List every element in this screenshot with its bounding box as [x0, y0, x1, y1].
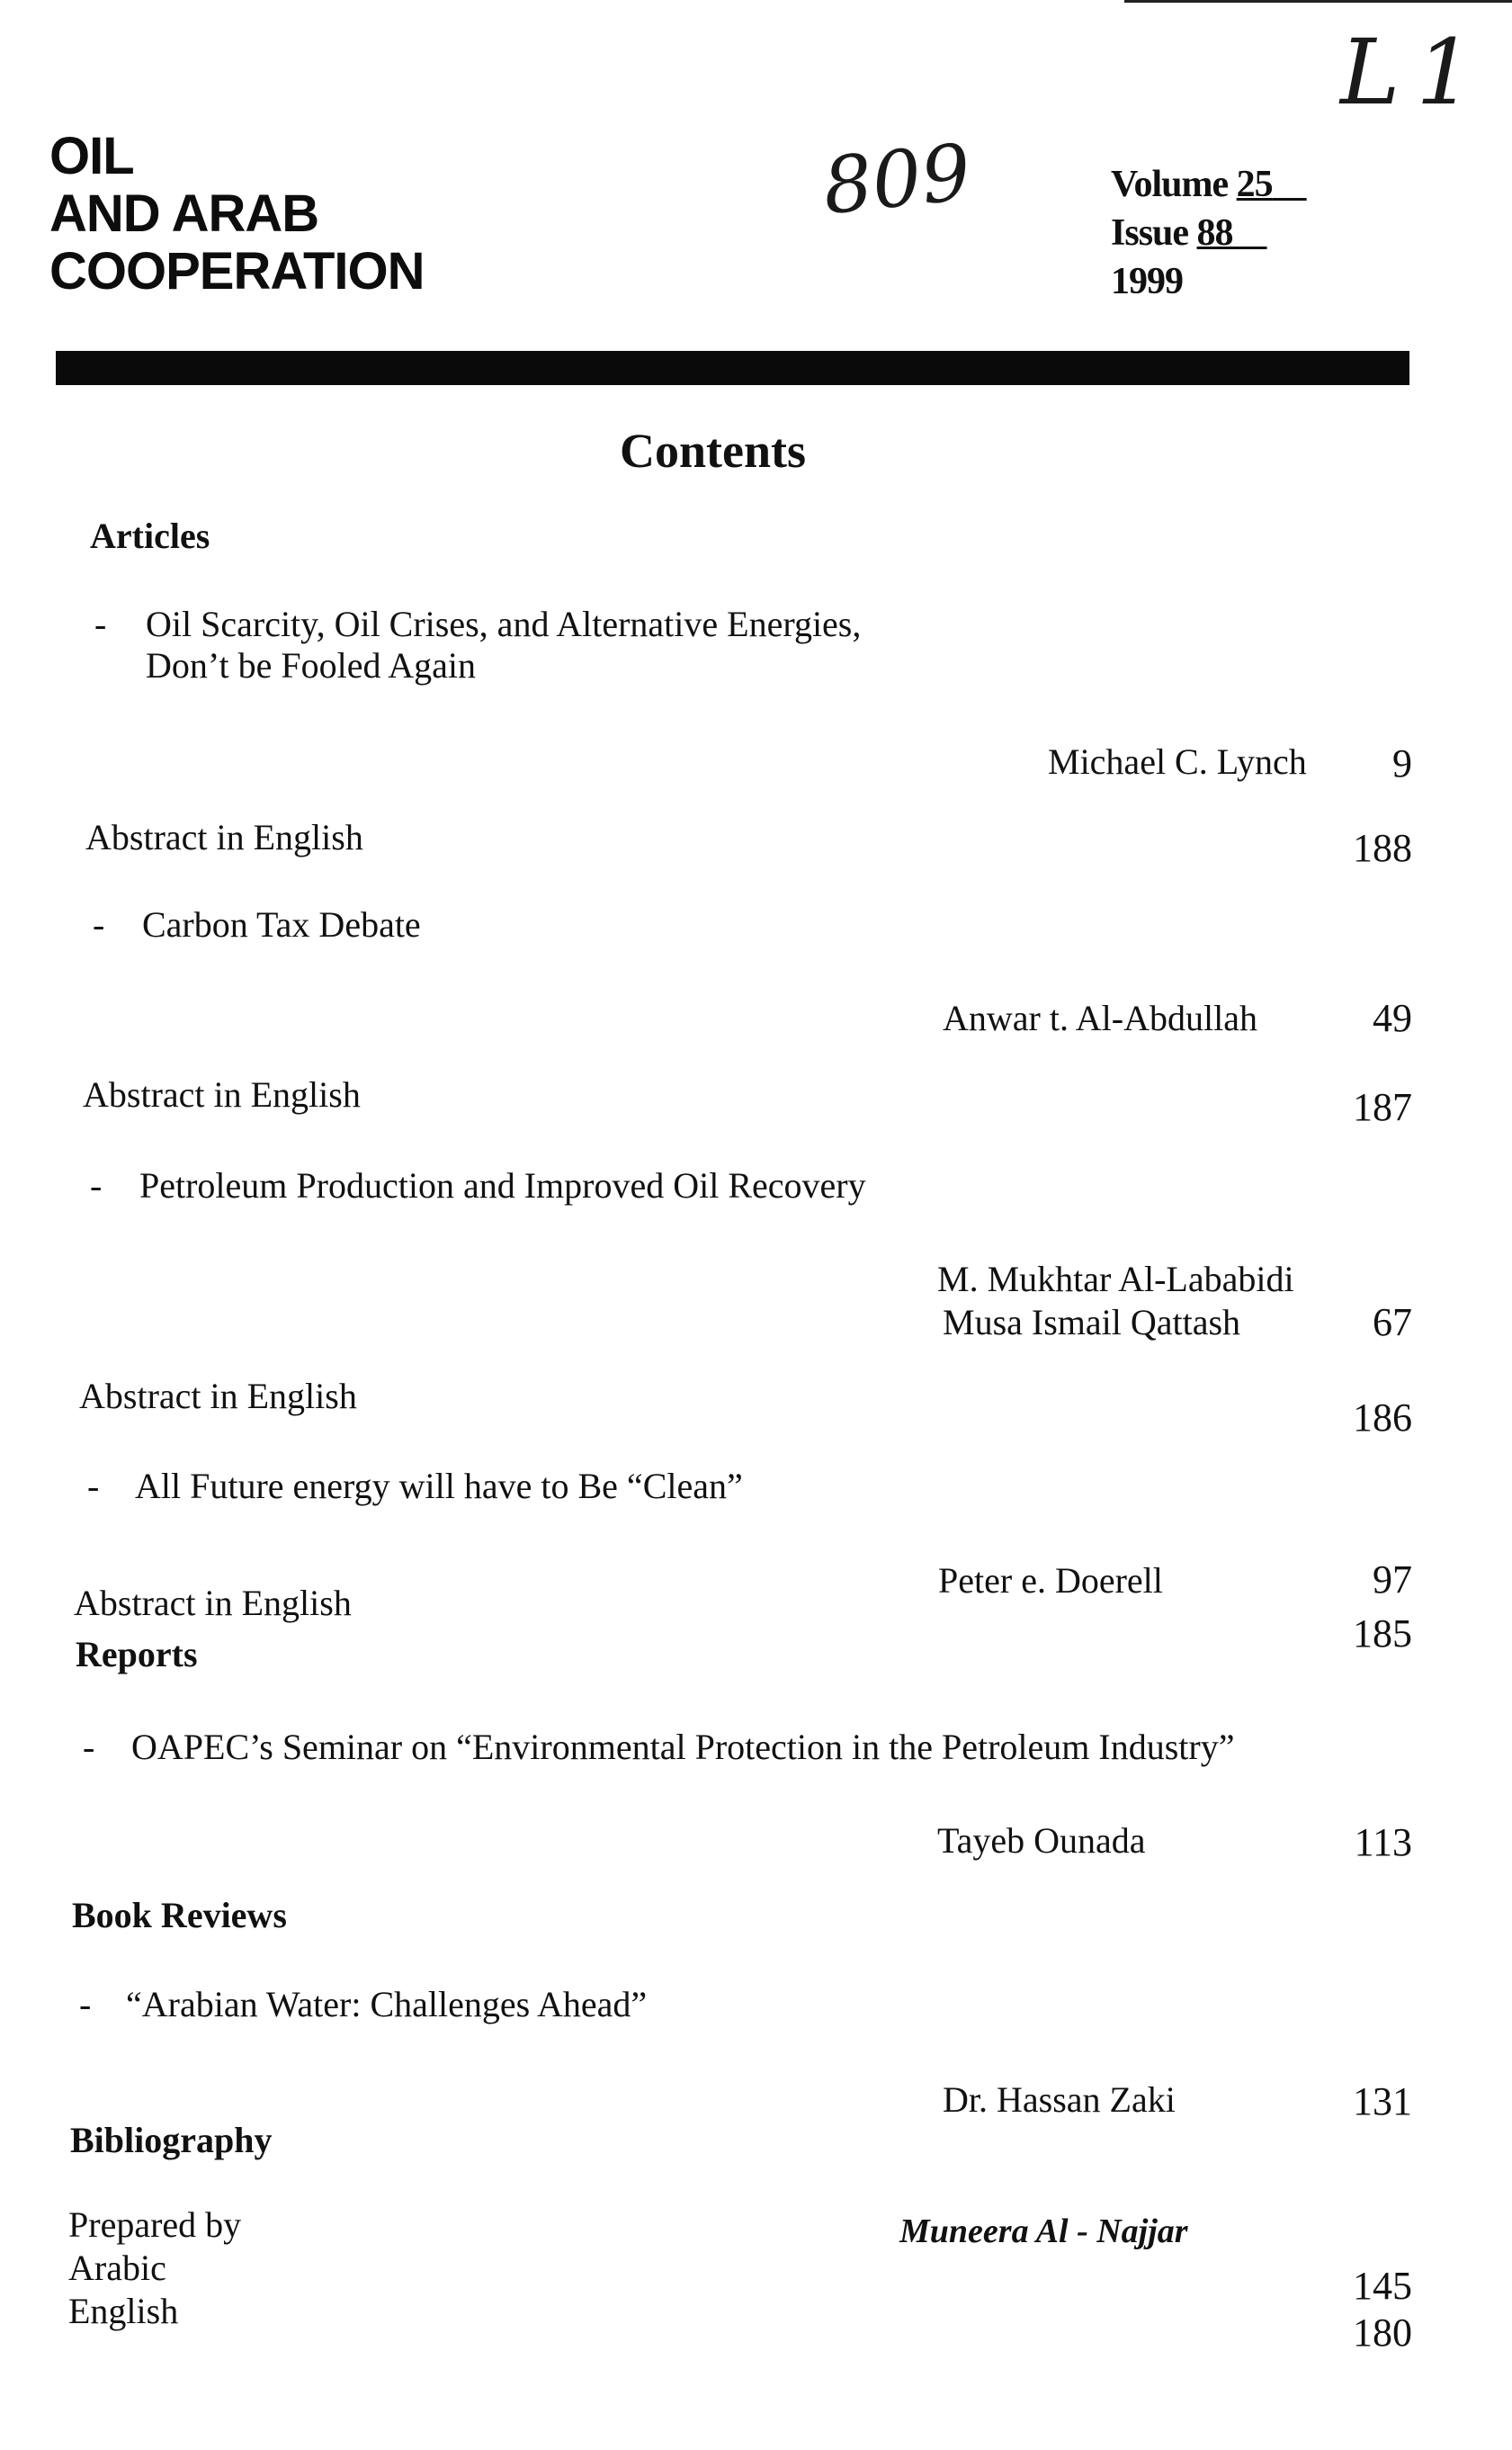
list-dash: - — [93, 904, 105, 945]
issue-number: 88 — [1196, 212, 1233, 254]
issue-block — [1111, 160, 1307, 306]
article1-abstract-label: Abstract in English — [85, 817, 363, 857]
volume-number: 25 — [1236, 164, 1273, 205]
bibliography-prepared-by: Prepared by — [68, 2204, 242, 2245]
article2-title: Carbon Tax Debate — [142, 904, 421, 945]
year: 1999 — [1111, 261, 1183, 302]
bibliography-arabic-label: Arabic — [68, 2248, 166, 2288]
article3-page: 67 — [1373, 1300, 1412, 1344]
article2-author: Anwar t. Al-Abdullah — [943, 998, 1257, 1038]
list-dash: - — [83, 1727, 95, 1767]
article3-author2: Musa Ismail Qattash — [943, 1302, 1241, 1342]
issue-row — [1111, 209, 1307, 257]
article3-abstract-page: 186 — [1353, 1396, 1412, 1440]
report1-author: Tayeb Ounada — [937, 1820, 1146, 1861]
report1-page: 113 — [1354, 1820, 1412, 1864]
article4-abstract-label: Abstract in English — [74, 1583, 352, 1623]
journal-title-line2: AND ARAB — [49, 184, 319, 243]
contents-heading: Contents — [619, 424, 806, 478]
article2-abstract-page: 187 — [1353, 1085, 1412, 1129]
article4-title: All Future energy will have to Be “Clean” — [135, 1466, 743, 1506]
section-reports: Reports — [76, 1634, 198, 1674]
list-dash: - — [90, 1165, 103, 1206]
report1-title: OAPEC’s Seminar on “Environmental Protection in the Petroleum Industry” — [131, 1727, 1235, 1767]
journal-title-line1: OIL — [49, 127, 134, 185]
volume-label: Volume — [1111, 164, 1229, 205]
article3-title: Petroleum Production and Improved Oil Recovery — [139, 1165, 866, 1206]
section-bibliography: Bibliography — [70, 2120, 273, 2160]
bibliography-english-page: 180 — [1353, 2311, 1412, 2355]
issue-label: Issue — [1111, 212, 1189, 254]
year-row — [1111, 257, 1307, 306]
article1-author: Michael C. Lynch — [1048, 741, 1307, 782]
review1-page: 131 — [1353, 2079, 1412, 2123]
header-divider-bar — [56, 351, 1409, 385]
article4-abstract-page: 185 — [1353, 1611, 1412, 1656]
list-dash: - — [79, 1984, 92, 2024]
review1-title: “Arabian Water: Challenges Ahead” — [126, 1984, 648, 2024]
article1-title-line1: Oil Scarcity, Oil Crises, and Alternative Energies, — [146, 604, 862, 644]
article3-abstract-label: Abstract in English — [79, 1376, 357, 1416]
volume-row — [1111, 160, 1307, 209]
section-book-reviews: Book Reviews — [72, 1895, 287, 1935]
handwritten-corner-mark: L1 — [1340, 20, 1490, 125]
section-articles: Articles — [90, 516, 210, 556]
article2-page: 49 — [1373, 996, 1412, 1040]
article1-title-line2: Don’t be Fooled Again — [146, 645, 477, 686]
article2-abstract-label: Abstract in English — [83, 1074, 361, 1115]
article3-author1: M. Mukhtar Al-Lababidi — [937, 1259, 1294, 1299]
top-rule — [1124, 0, 1512, 3]
bibliography-preparer: Muneera Al - Najjar — [899, 2212, 1188, 2250]
article4-page: 97 — [1373, 1557, 1412, 1602]
handwritten-number: 809 — [819, 127, 975, 233]
journal-title-line3: COOPERATION — [49, 242, 425, 301]
article1-page: 9 — [1392, 741, 1412, 785]
journal-title — [49, 128, 425, 301]
bibliography-arabic-page: 145 — [1353, 2264, 1412, 2308]
review1-author: Dr. Hassan Zaki — [943, 2079, 1176, 2120]
article4-author: Peter e. Doerell — [938, 1560, 1163, 1601]
list-dash: - — [94, 604, 107, 644]
list-dash: - — [87, 1466, 100, 1506]
bibliography-english-label: English — [68, 2291, 179, 2331]
article1-abstract-page: 188 — [1353, 826, 1412, 870]
